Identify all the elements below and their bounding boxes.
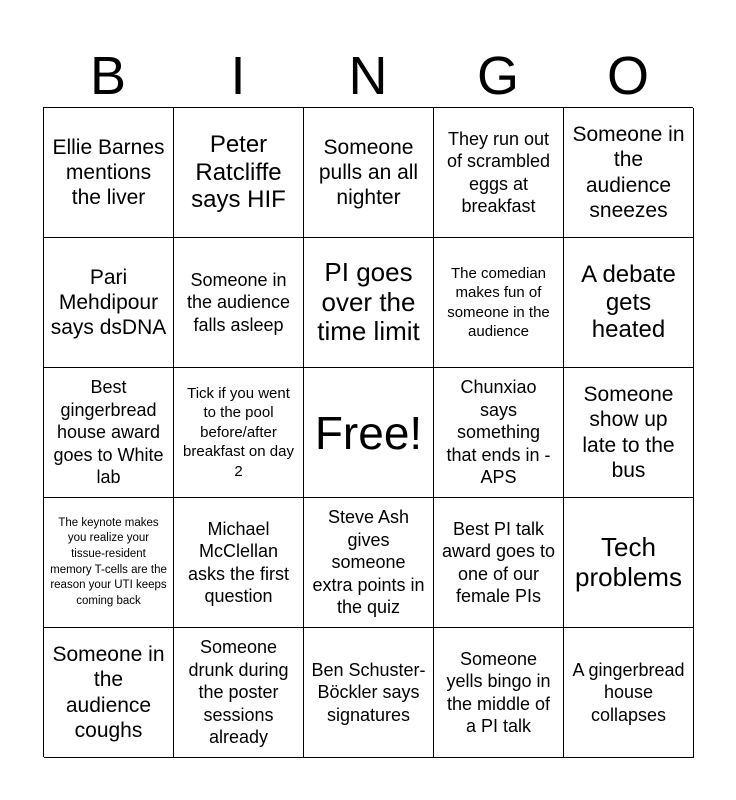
cell-text: A gingerbread house collapses <box>572 659 685 725</box>
cell-text: Someone in the audience coughs <box>52 643 165 742</box>
cell-text: Tick if you went to the pool before/after breakfast on day 2 <box>183 384 294 480</box>
cell-text: Someone pulls an all nighter <box>318 135 419 210</box>
cell-text: They run out of scrambled eggs at breakfast <box>446 128 551 216</box>
cell-text: Michael McClellan asks the first question <box>187 518 290 606</box>
bingo-cell[interactable] <box>44 368 174 498</box>
cell-text: Pari Mehdipour says dsDNA <box>50 265 167 340</box>
bingo-cell[interactable] <box>564 498 694 628</box>
cell-text: Someone yells bingo in the middle of a PI talk <box>446 648 551 736</box>
bingo-board <box>43 107 693 757</box>
cell-text: Ben Schuster-Böckler says signatures <box>311 659 426 725</box>
bingo-cell[interactable] <box>564 108 694 238</box>
header-letter-n: N <box>348 46 388 106</box>
bingo-cell[interactable] <box>174 238 304 368</box>
bingo-cell[interactable] <box>174 498 304 628</box>
bingo-cell[interactable] <box>434 238 564 368</box>
bingo-cell[interactable] <box>434 628 564 758</box>
bingo-cell[interactable] <box>44 238 174 368</box>
bingo-cell[interactable] <box>564 238 694 368</box>
bingo-cell[interactable] <box>174 108 304 238</box>
cell-text: Peter Ratcliffe says HIF <box>191 131 286 214</box>
cell-text: The comedian makes fun of someone in the audience <box>447 264 550 340</box>
bingo-cell[interactable] <box>434 108 564 238</box>
cell-text: Someone in the audience sneezes <box>572 123 685 222</box>
bingo-header <box>43 44 693 108</box>
bingo-cell[interactable] <box>44 628 174 758</box>
bingo-cell[interactable] <box>44 498 174 628</box>
header-letter-o: O <box>606 46 649 106</box>
cell-text: The keynote makes you realize your tissue-resident memory T-cells are the reason your UTI keeps coming back <box>50 516 167 607</box>
bingo-cell[interactable] <box>564 628 694 758</box>
cell-text: A debate gets heated <box>581 261 676 344</box>
bingo-cell[interactable] <box>304 238 434 368</box>
cell-text: PI goes over the time limit <box>317 257 420 347</box>
bingo-cell[interactable] <box>304 498 434 628</box>
cell-text: Someone show up late to the bus <box>582 383 675 482</box>
cell-text: Best gingerbread house award goes to White lab <box>53 377 164 488</box>
bingo-cell[interactable] <box>304 628 434 758</box>
cell-text: Someone in the audience falls asleep <box>186 269 291 335</box>
cell-text: Steve Ash gives someone extra points in the quiz <box>312 507 425 618</box>
cell-text: Someone drunk during the poster sessions already <box>188 637 289 748</box>
bingo-cell[interactable] <box>434 498 564 628</box>
header-letter-b: B <box>89 46 127 106</box>
cell-text: Ellie Barnes mentions the liver <box>52 135 165 210</box>
bingo-cell[interactable] <box>44 108 174 238</box>
bingo-cell[interactable] <box>174 368 304 498</box>
cell-text: Tech problems <box>575 532 682 592</box>
cell-text: Best PI talk award goes to one of our female PIs <box>441 518 556 606</box>
free-space-cell[interactable] <box>304 368 434 498</box>
header-letter-g: G <box>476 46 519 106</box>
bingo-cell[interactable] <box>304 108 434 238</box>
bingo-cell[interactable] <box>174 628 304 758</box>
header-letter-i: I <box>230 46 246 106</box>
bingo-cell[interactable] <box>564 368 694 498</box>
cell-text: Free! <box>314 406 423 459</box>
bingo-cell[interactable] <box>434 368 564 498</box>
cell-text: Chunxiao says something that ends in -APS <box>446 377 551 488</box>
